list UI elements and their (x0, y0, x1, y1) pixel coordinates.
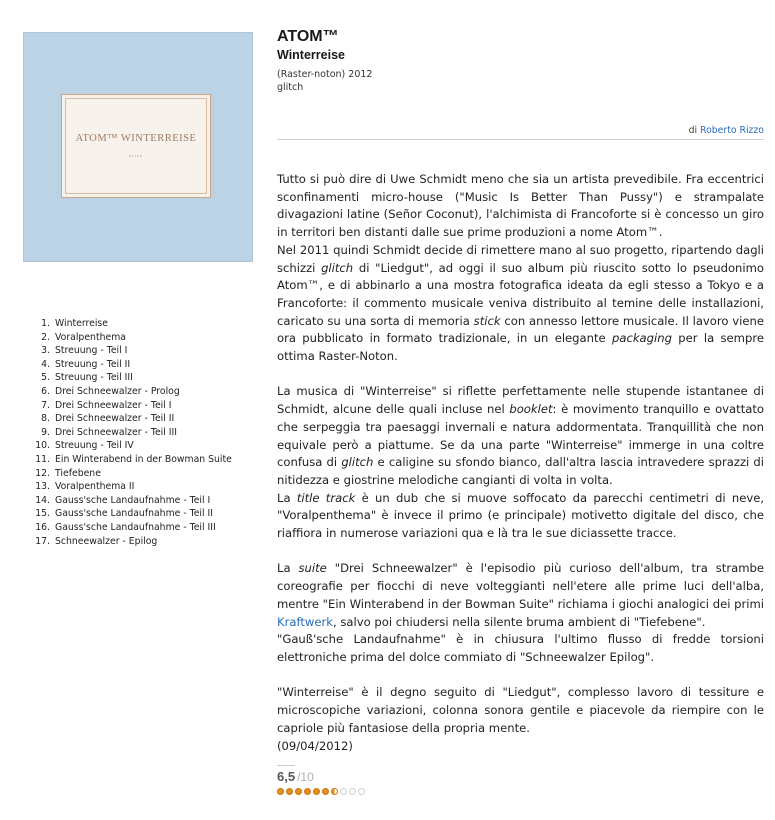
byline (689, 125, 764, 136)
text-span: "Gauß'sche Landaufnahme" è in chiusura l'ultimo flusso di fredde torsioni elettroniche prima del dolce commiato di "Schneewalzer Epilog". (277, 632, 764, 664)
track-number: 3. (41, 345, 50, 357)
text-span: , salvo poi chiudersi nella silente bruma ambient di "Tiefebene". (333, 614, 706, 629)
rating-dots (277, 788, 367, 797)
review-paragraph (277, 171, 764, 366)
text-span: per la sempre ottima Raster-Noton. (277, 331, 764, 364)
rating-dot-icon (313, 788, 320, 795)
text-span: La (277, 561, 299, 576)
header-divider (277, 139, 764, 140)
track-number: 14. (35, 494, 50, 506)
text-span: con annesso lettore musicale. Il lavoro viene ora pubblicato in formato tradizionale, in un elegante (277, 313, 764, 346)
track-title: Ein Winterabend in der Bowman Suite (55, 453, 232, 465)
emphasis: packaging (612, 331, 672, 346)
track-item (28, 426, 258, 440)
track-item (28, 371, 258, 385)
track-title: Schneewalzer - Epilog (55, 535, 158, 547)
emphasis: glitch (321, 260, 354, 275)
text-span: è un dub che si muove soffocato da parecchi centimetri di neve, "Voralpenthema" è invece il primo (e principale) motivetto digitale del disco, che riaffiora in numerose variazioni qua e là tra le sue diciassette tracce. (277, 490, 765, 541)
track-item (28, 453, 258, 467)
rating-dot-icon (304, 788, 311, 795)
review-paragraph (277, 560, 764, 666)
track-title: Gauss'sche Landaufnahme - Teil II (55, 508, 214, 520)
track-number: 7. (41, 399, 50, 411)
score-divider (277, 765, 295, 766)
track-item (28, 521, 258, 535)
score (277, 768, 314, 786)
track-item (28, 494, 258, 508)
review-paragraph (277, 383, 764, 542)
track-number: 17. (35, 535, 50, 547)
track-title: Drei Schneewalzer - Teil III (55, 426, 178, 438)
track-item (28, 439, 258, 453)
track-title: Streuung - Teil I (55, 345, 128, 357)
rating-dot-icon (322, 788, 329, 795)
emphasis: booklet (509, 402, 553, 417)
text-span: La (277, 490, 297, 505)
track-number: 13. (35, 481, 50, 493)
track-item (28, 385, 258, 399)
rating-dot-icon (331, 788, 338, 795)
track-item (28, 331, 258, 345)
artist-name: ATOM™ (277, 28, 339, 45)
rating-dot-icon (277, 788, 284, 795)
review-date: (09/04/2012) (277, 739, 353, 753)
cover-frame-inner (65, 98, 207, 194)
emphasis: title track (296, 490, 356, 505)
track-item (28, 467, 258, 481)
track-number: 12. (35, 467, 50, 479)
rating-dot-icon (340, 788, 347, 795)
track-title: Drei Schneewalzer - Teil II (55, 413, 175, 425)
text-span: e caligine su sfondo bianco, dall'altra lascia intravedere sprazzi di nitidezza e giostrine melodiche cangianti di volta in volta. (277, 455, 765, 487)
track-number: 11. (35, 453, 50, 465)
author-link[interactable]: Roberto Rizzo (700, 125, 764, 136)
text-span: Tutto si può dire di Uwe Schmidt meno che sia un artista prevedibile. Fra eccentrici sconfinamenti micro-house ("Music Is Better Than Pussy") e strampalate divagazioni latine (Señor Coconut), l'alchimista di Francoforte si è concesso un giro in territori ben distanti dalle sue prime produzioni a nome Atom™. (277, 172, 764, 240)
rating-dot-icon (349, 788, 356, 795)
kraftwerk-link[interactable]: Kraftwerk (277, 614, 333, 629)
track-number: 2. (41, 331, 50, 343)
track-item (28, 412, 258, 426)
text-span: La musica di "Winterreise" si riflette perfettamente nelle stupende istantanee di Schmidt, alcune delle quali incluse nel (277, 384, 764, 417)
rating-dot-icon (358, 788, 365, 795)
review-paragraph (277, 684, 764, 737)
emphasis: suite (298, 561, 327, 576)
track-number: 16. (35, 521, 50, 533)
rating-dot-icon (295, 788, 302, 795)
track-title: Streuung - Teil III (55, 372, 133, 384)
score-max: /10 (297, 770, 314, 784)
track-number: 1. (41, 318, 50, 329)
track-item (28, 507, 258, 521)
text-span: : è movimento tranquillo e ovattato che serpeggia tra paesaggi invernali e natura addormentata. Tranquillità che non equivale però a piattume. Se da una parte "Winterreise" immerge in una coltre confusa di (277, 402, 764, 470)
cover-subtitle: noton (128, 153, 144, 158)
track-item (28, 317, 258, 331)
track-title: Voralpenthema (55, 331, 126, 343)
track-item (28, 535, 258, 549)
score-value: 6,5 (277, 769, 296, 784)
text-span: di "Liedgut", ad oggi il suo album più riuscito sotto lo pseudonimo Atom™, e di abbinarlo a una mostra fotografica ideata da egli stesso a Tokyo e a Francoforte: il commento musicale veniva distribuito al temine delle installazioni, caricato su una sorta di memoria (277, 260, 765, 328)
genre: glitch (277, 82, 304, 93)
track-title: Winterreise (55, 318, 108, 329)
track-title: Voralpenthema II (55, 481, 135, 493)
track-title: Streuung - Teil II (55, 358, 131, 370)
track-title: Drei Schneewalzer - Teil I (55, 399, 172, 411)
album-cover (23, 32, 253, 262)
track-title: Gauss'sche Landaufnahme - Teil III (55, 521, 216, 533)
review-body (277, 171, 764, 755)
track-number: 15. (35, 508, 50, 520)
track-item (28, 344, 258, 358)
track-title: Tiefebene (55, 467, 101, 479)
track-number: 9. (41, 426, 50, 438)
track-title: Drei Schneewalzer - Prolog (55, 385, 180, 397)
track-number: 5. (41, 372, 50, 384)
tracklist (28, 317, 258, 548)
track-title: Streuung - Teil IV (55, 440, 134, 452)
track-number: 6. (41, 385, 50, 397)
track-title: Gauss'sche Landaufnahme - Teil I (55, 494, 211, 506)
text-span: "Winterreise" è il degno seguito di "Liedgut", complesso lavoro di tessiture e microscopiche variazioni, colonna sonora gentile e piacevole da riempire con le capriole più fantasiose della propria mente. (277, 685, 764, 735)
track-item (28, 358, 258, 372)
cover-frame (61, 94, 211, 198)
rating-dot-icon (286, 788, 293, 795)
label-year: (Raster-noton) 2012 (277, 69, 373, 80)
track-item (28, 480, 258, 494)
emphasis: stick (473, 313, 501, 328)
track-number: 10. (35, 440, 50, 452)
album-title: Winterreise (277, 48, 345, 62)
text-span: "Drei Schneewalzer" è l'episodio più curioso dell'album, tra strambe coreografie per fiocchi di neve volteggianti nell'etere alle prime luci dell'alba, mentre "Ein Winterabend in der Bowman Suite" richiama i giochi analogici dei primi (277, 561, 764, 611)
byline-prefix: di (688, 125, 698, 136)
track-number: 4. (41, 358, 50, 370)
track-item (28, 399, 258, 413)
emphasis: glitch (341, 455, 374, 470)
text-span: Nel 2011 quindi Schmidt decide di rimettere mano al suo progetto, ripartendo dagli schizzi (277, 242, 764, 275)
cover-title: ATOM™ WINTERREISE (75, 133, 197, 144)
track-number: 8. (41, 413, 50, 425)
